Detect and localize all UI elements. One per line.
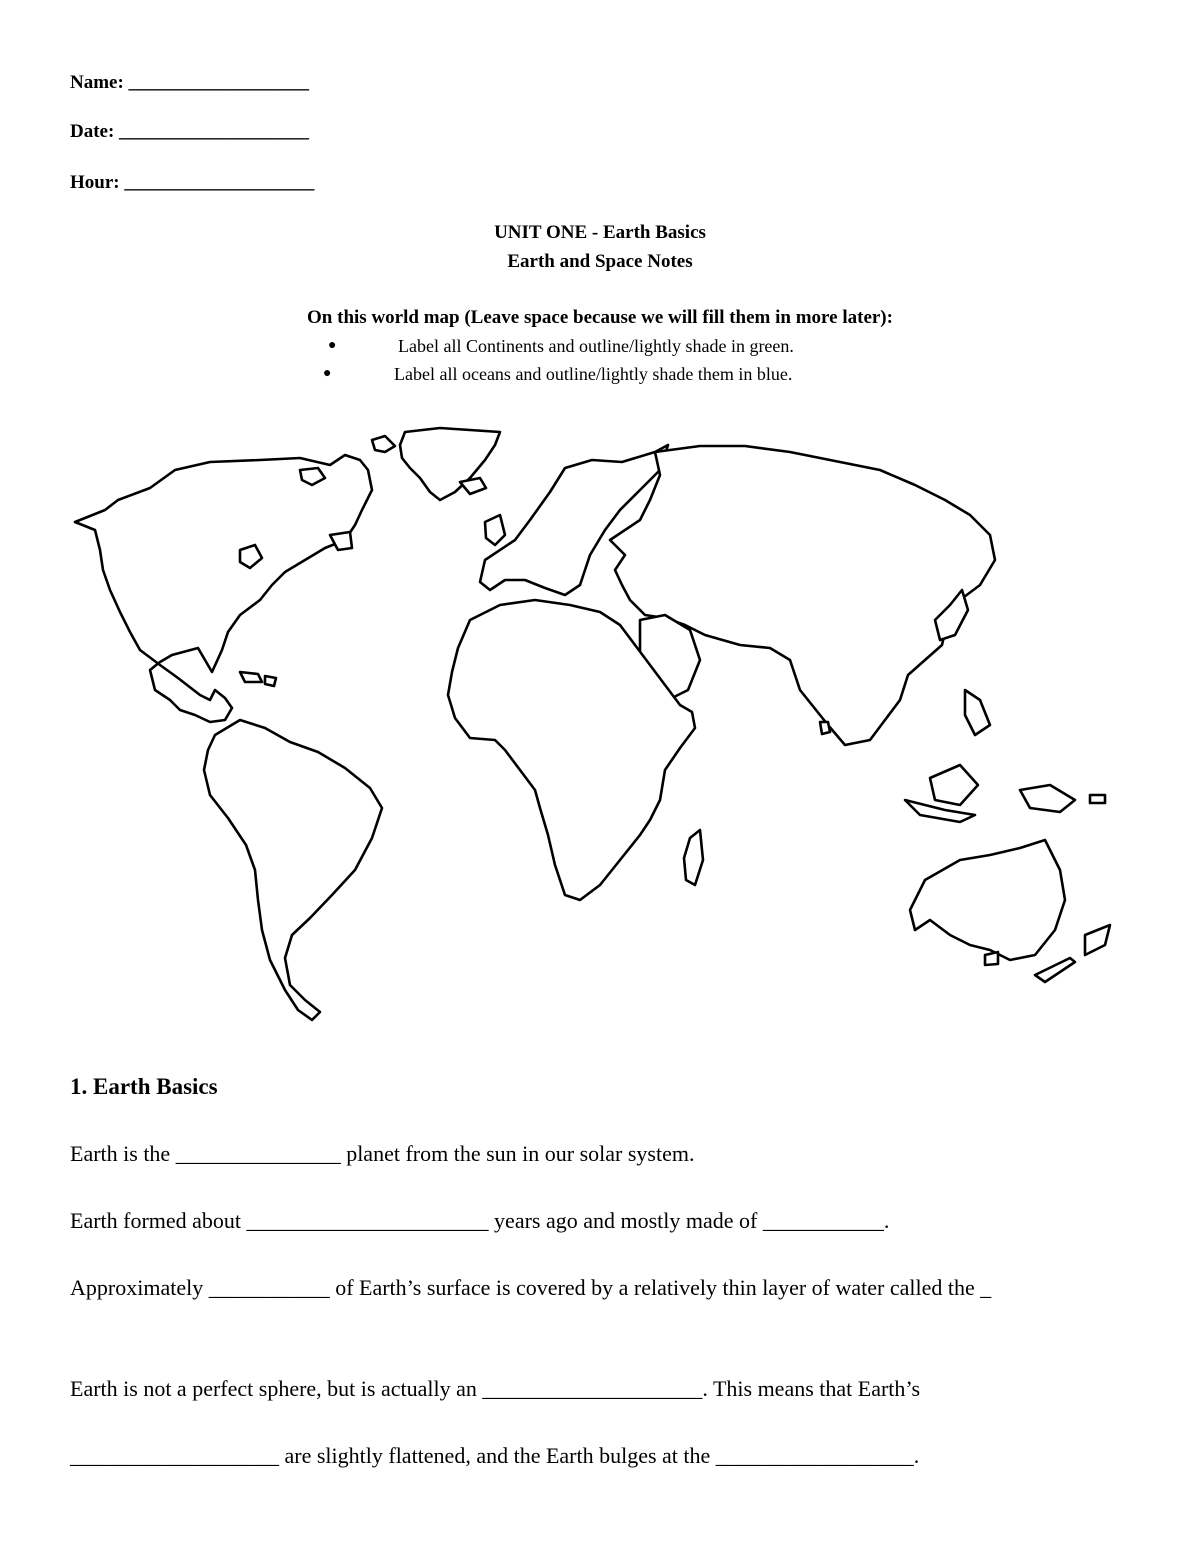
australia-outline	[910, 840, 1065, 960]
fill-in-line: Approximately ___________ of Earth’s surface is covered by a relatively thin layer of water called the _	[70, 1275, 992, 1300]
indonesia-island-outline	[930, 765, 978, 805]
indonesia-island-outline	[1020, 785, 1075, 812]
world-map-icon	[60, 410, 1150, 1040]
new-zealand-outline	[1035, 958, 1075, 982]
caribbean-island-outline	[240, 672, 262, 682]
madagascar-outline	[684, 830, 703, 885]
island-outline	[1090, 795, 1105, 803]
fill-in-line: Earth is not a perfect sphere, but is actually an ____________________. This means that Earth’s	[70, 1376, 921, 1401]
iceland-outline	[460, 478, 486, 494]
north-america-outline	[75, 455, 372, 722]
fill-in-line: Earth is the _______________ planet from the sun in our solar system.	[70, 1141, 695, 1166]
philippines-outline	[965, 690, 990, 735]
arctic-island-outline	[372, 436, 395, 452]
bullet-icon: ●	[323, 366, 332, 381]
indonesia-island-outline	[905, 800, 975, 822]
section-heading: 1. Earth Basics	[70, 1074, 218, 1099]
page-subtitle: Earth and Space Notes	[507, 251, 693, 272]
new-zealand-outline	[1085, 925, 1110, 955]
bullet-icon: ●	[328, 338, 337, 353]
bullet-text: Label all Continents and outline/lightly shade in green.	[398, 336, 794, 356]
arctic-island-outline	[330, 532, 352, 550]
fill-in-line: Earth formed about ______________________ years ago and mostly made of ___________.	[70, 1208, 890, 1233]
name-field: Name: ___________________	[70, 72, 310, 93]
south-america-outline	[204, 720, 382, 1020]
uk-outline	[485, 515, 505, 545]
sri-lanka-outline	[820, 722, 830, 734]
fill-in-line: ___________________ are slightly flattened, and the Earth bulges at the __________________.	[70, 1443, 920, 1468]
tasmania-outline	[985, 952, 998, 965]
hour-field: Hour: ____________________	[70, 172, 315, 193]
bullet-text: Label all oceans and outline/lightly shade them in blue.	[394, 364, 793, 384]
map-instructions-heading: On this world map (Leave space because we will fill them in more later):	[307, 307, 893, 328]
unit-title: UNIT ONE - Earth Basics	[494, 222, 706, 243]
date-field: Date: ____________________	[70, 121, 310, 142]
caribbean-island-outline	[265, 676, 276, 686]
